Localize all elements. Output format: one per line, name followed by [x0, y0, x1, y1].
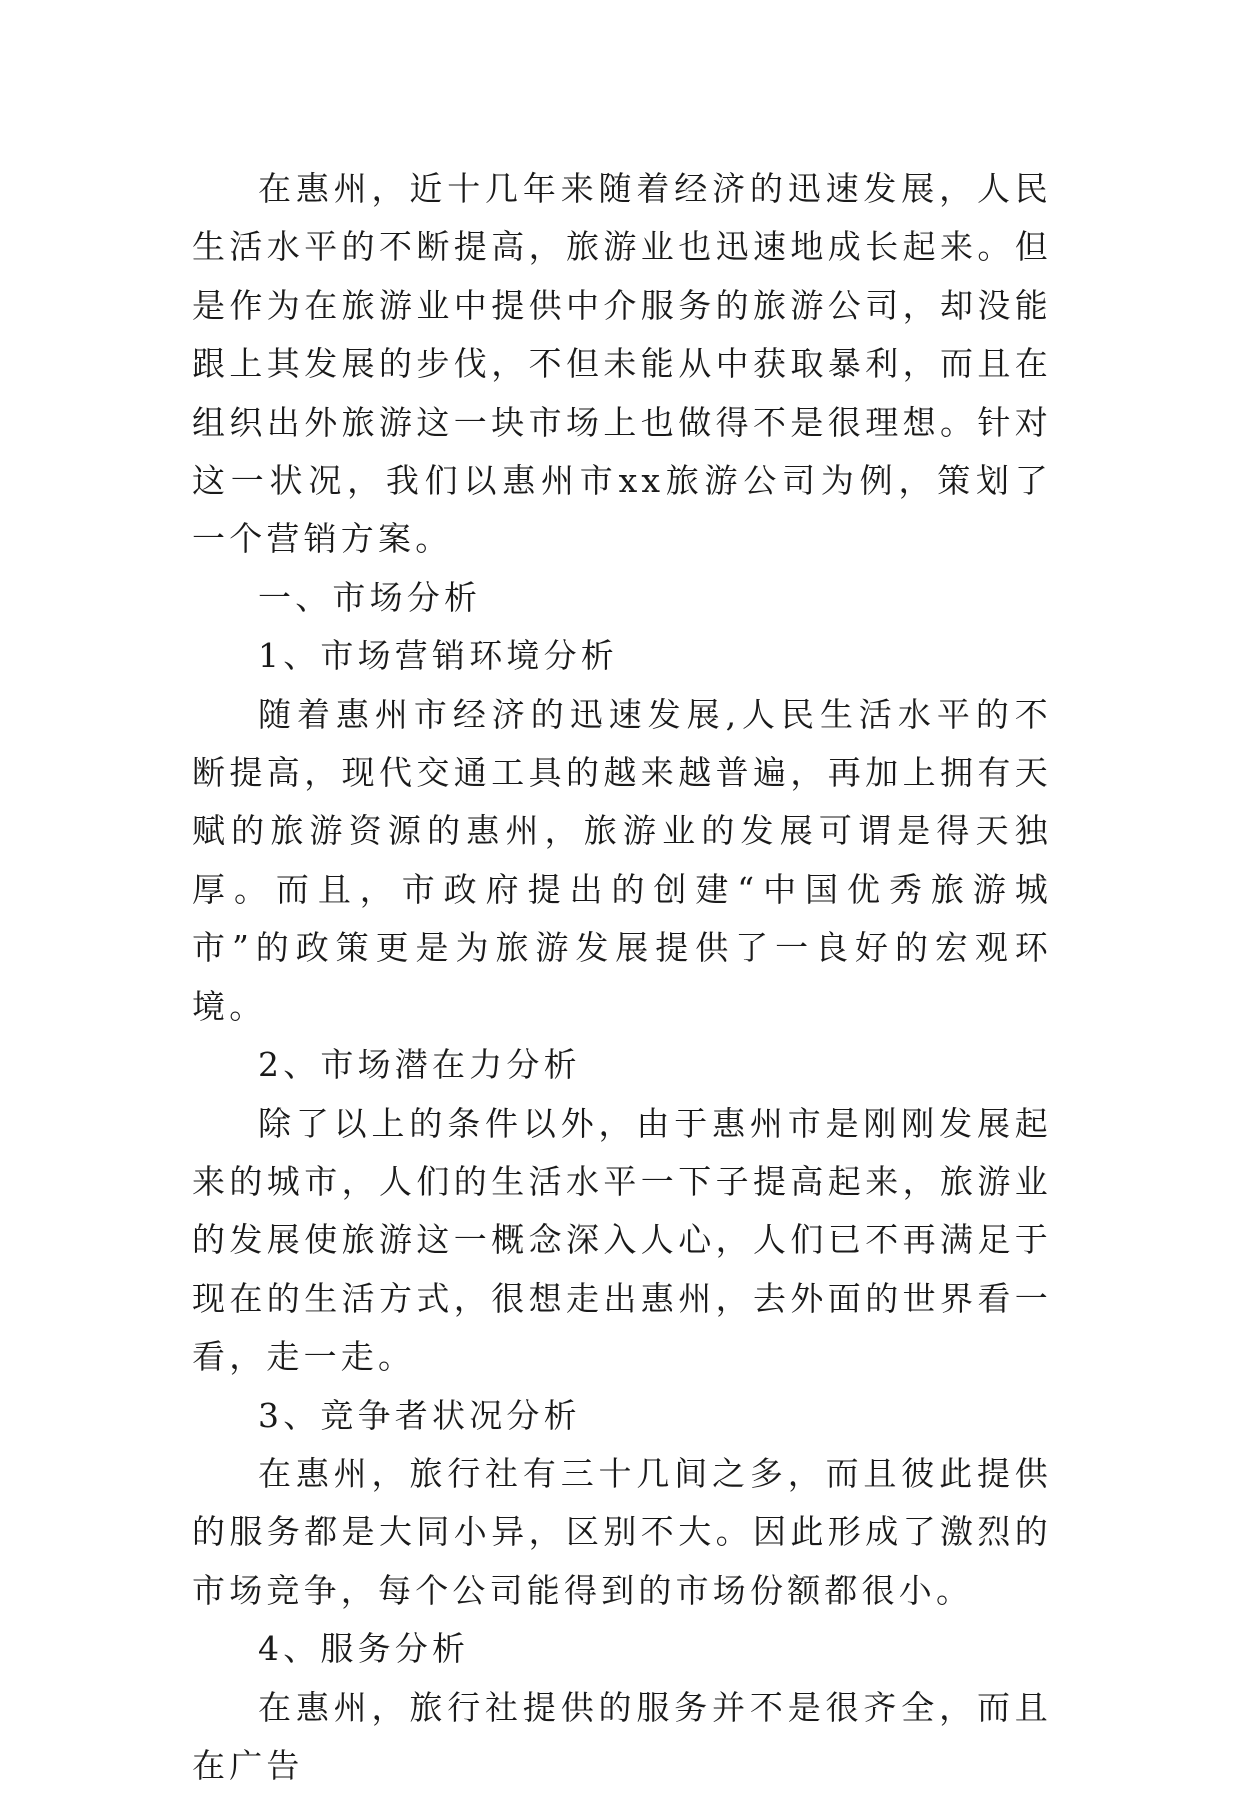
subheading-market-potential: 2、市场潜在力分析 — [258, 1045, 581, 1085]
section-heading-market-analysis: 一、市场分析 — [258, 577, 482, 617]
subheading-competitor-analysis: 3、竞争者状况分析 — [258, 1395, 581, 1435]
intro-paragraph: 在惠州，近十几年来随着经济的迅速发展，人民生活水平的不断提高，旅游业也迅速地成长起来。但是作为在旅游业中提供中介服务的旅游公司，却没能跟上其发展的步伐，不但未能从中获取暴利，而且在组织出外旅游这一块市场上也做得不是很理想。针对这一状况，我们以惠州市xx旅游公司为例，策划了一个营销方案。 — [192, 169, 1052, 559]
paragraph-marketing-environment: 随着惠州市经济的迅速发展,人民生活水平的不断提高，现代交通工具的越来越普遍，再加上拥有天赋的旅游资源的惠州，旅游业的发展可谓是得天独厚。而且，市政府提出的创建“中国优秀旅游城市”的政策更是为旅游发展提供了一良好的宏观环境。 — [192, 694, 1052, 1026]
paragraph-competitor-analysis: 在惠州，旅行社有三十几间之多，而且彼此提供的服务都是大同小异，区别不大。因此形成了激烈的市场竞争，每个公司能得到的市场份额都很小。 — [192, 1453, 1052, 1610]
document-body — [192, 160, 1052, 1795]
subheading-service-analysis: 4、服务分析 — [258, 1629, 470, 1669]
subheading-marketing-environment: 1、市场营销环境分析 — [258, 636, 618, 676]
paragraph-service-analysis: 在惠州，旅行社提供的服务并不是很齐全，而且在广告 — [192, 1687, 1052, 1785]
paragraph-market-potential: 除了以上的条件以外，由于惠州市是刚刚发展起来的城市，人们的生活水平一下子提高起来，旅游业的发展使旅游这一概念深入人心，人们已不再满足于现在的生活方式，很想走出惠州，去外面的世界看一看，走一走。 — [192, 1103, 1052, 1377]
